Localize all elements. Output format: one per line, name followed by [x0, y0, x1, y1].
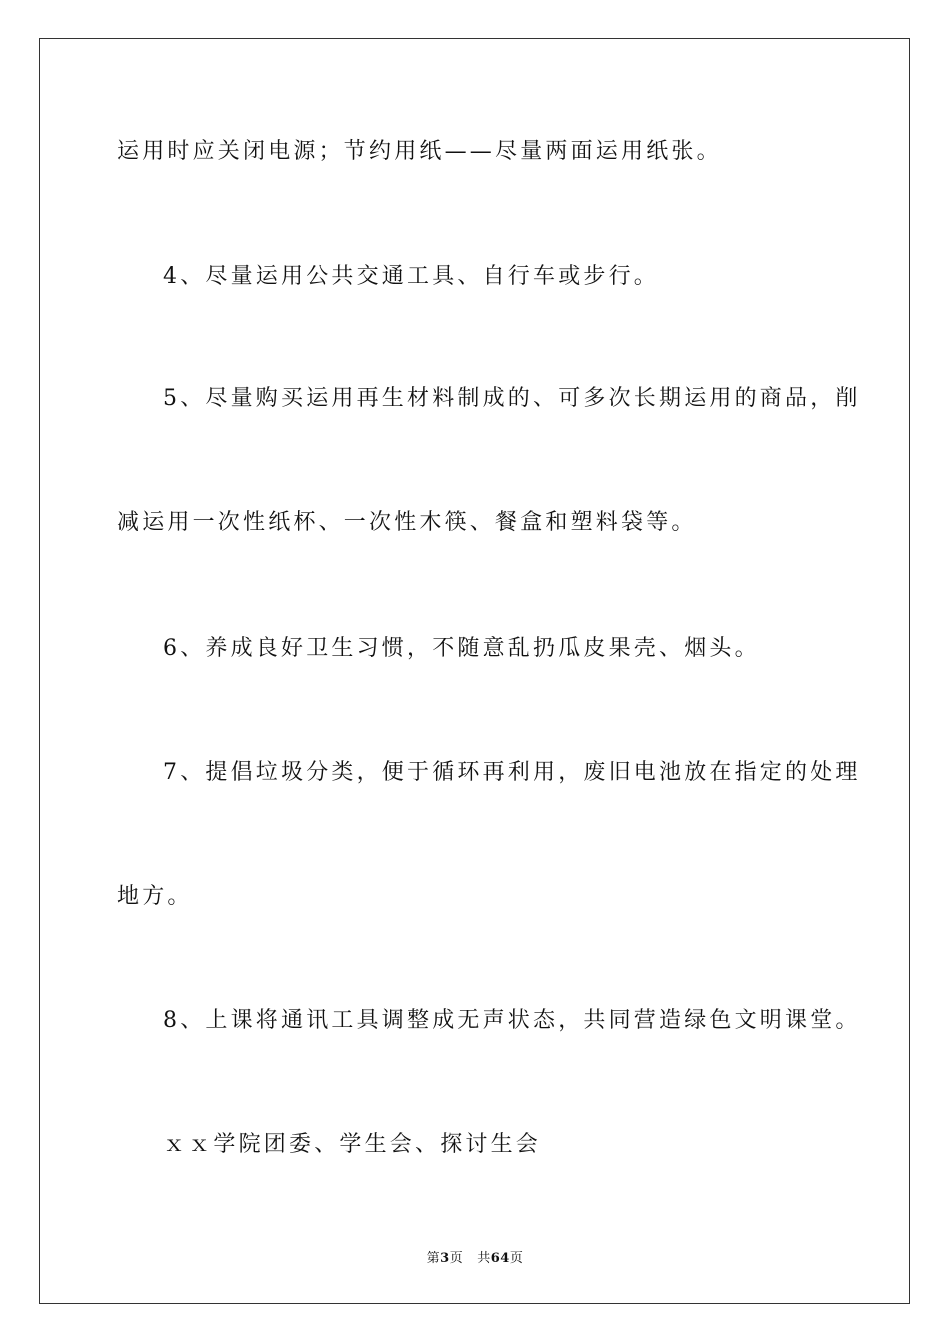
paragraph-line-2: 4、尽量运用公共交通工具、自行车或步行。 [163, 264, 659, 289]
paragraph-line-4: 减运用一次性纸杯、一次性木筷、餐盒和塑料袋等。 [117, 510, 697, 535]
paragraph-line-6: 7、提倡垃圾分类，便于循环再利用，废旧电池放在指定的处理 [163, 760, 861, 785]
paragraph-line-3: 5、尽量购买运用再生材料制成的、可多次长期运用的商品，削 [163, 386, 861, 411]
footer-page-suffix: 页 [449, 1251, 464, 1266]
paragraph-line-8: 8、上课将通讯工具调整成无声状态，共同营造绿色文明课堂。 [163, 1008, 861, 1033]
signature-line: ｘｘ学院团委、学生会、探讨生会 [163, 1132, 542, 1157]
footer-page-number: 3 [440, 1251, 450, 1266]
page-footer [0, 1247, 950, 1266]
paragraph-line-1: 运用时应关闭电源；节约用纸——尽量两面运用纸张。 [117, 139, 722, 164]
paragraph-line-7: 地方。 [117, 884, 193, 909]
footer-page-prefix: 第 [426, 1251, 441, 1266]
footer-total-suffix: 页 [509, 1251, 524, 1266]
page-border [39, 38, 910, 1304]
footer-total-pages: 64 [490, 1251, 510, 1266]
footer-total-prefix: 共 [477, 1251, 491, 1266]
paragraph-line-5: 6、养成良好卫生习惯，不随意乱扔瓜皮果壳、烟头。 [163, 636, 760, 661]
